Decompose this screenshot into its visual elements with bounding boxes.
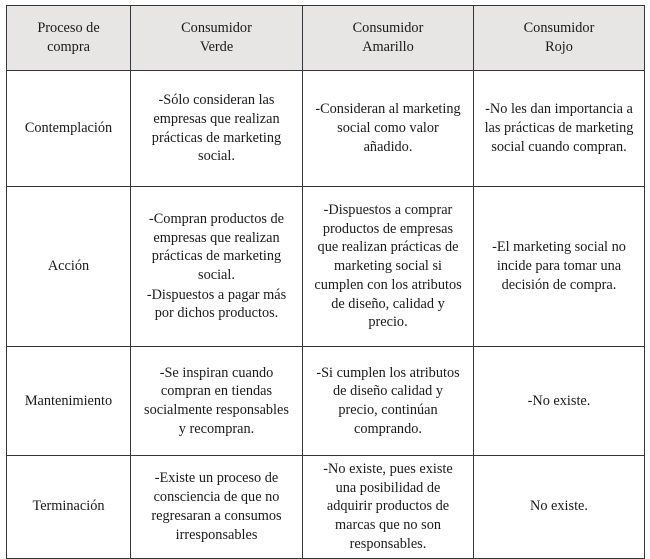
cell-paragraph: -Consideran al marketing social como valor añadido. (315, 101, 461, 155)
cell-terminacion-amarillo (303, 456, 474, 559)
cell-paragraph: -No existe, pues existe una posibilidad de adquirir productos de marcas que no son responsables. (323, 461, 453, 552)
comparison-table-container (6, 5, 644, 551)
table-row (7, 456, 645, 559)
column-header-line-1: Consumidor (181, 20, 252, 37)
table-row (7, 187, 645, 347)
column-header-line-1: Consumidor (352, 20, 424, 37)
consumer-purchase-process-table (6, 5, 645, 559)
stage-cell-accion: Acción (7, 187, 131, 347)
cell-paragraph: -Se inspiran cuando compran en tiendas socialmente responsables y recompran. (144, 364, 289, 437)
cell-paragraph: -Existe un proceso de consciencia de que no regresaran a consumos irresponsables (151, 470, 282, 543)
cell-terminacion-verde (131, 456, 303, 559)
cell-paragraph: -Compran productos de empresas que realizan prácticas de marketing social. (149, 210, 284, 284)
column-header-consumidor-rojo (474, 6, 645, 71)
column-header-consumidor-amarillo (303, 6, 474, 71)
cell-accion-amarillo (303, 187, 474, 347)
cell-paragraph: -Si cumplen los atributos de diseño calidad y precio, continúan comprando. (316, 364, 460, 437)
column-header-line-2: Rojo (545, 39, 573, 55)
cell-accion-rojo (474, 187, 645, 347)
cell-paragraph: -El marketing social no incide para tomar una decisión de compra. (492, 239, 626, 293)
column-header-proceso-de-compra (7, 6, 131, 71)
column-header-line-1: Consumidor (523, 20, 595, 37)
cell-accion-verde (131, 187, 303, 347)
cell-paragraph: -Dispuestos a pagar más por dichos productos. (146, 286, 287, 322)
cell-mantenimiento-rojo (474, 347, 645, 456)
cell-paragraph: -Dispuestos a comprar productos de empresas que realizan prácticas de marketing social si cumplen con los atributos de diseño, calidad y precio. (314, 201, 462, 331)
cell-paragraph: -No les dan importancia a las prácticas de marketing social cuando compran. (484, 101, 634, 155)
column-header-line-2: Amarillo (362, 39, 414, 55)
table-body (7, 71, 645, 559)
table-header (7, 6, 645, 71)
cell-paragraph: -Sólo consideran las empresas que realizan prácticas de marketing social. (151, 92, 282, 165)
column-header-line-1: Proceso de (37, 20, 100, 37)
cell-contemplacion-amarillo (303, 71, 474, 187)
cell-paragraph: -No existe. (527, 392, 591, 409)
stage-cell-contemplacion: Contemplación (7, 71, 131, 187)
stage-cell-mantenimiento: Mantenimiento (7, 347, 131, 456)
column-header-line-2: compra (47, 39, 90, 55)
cell-mantenimiento-amarillo (303, 347, 474, 456)
cell-terminacion-rojo (474, 456, 645, 559)
cell-contemplacion-rojo (474, 71, 645, 187)
column-header-line-2: Verde (199, 39, 234, 55)
table-row (7, 347, 645, 456)
cell-mantenimiento-verde (131, 347, 303, 456)
stage-cell-terminacion: Terminación (7, 456, 131, 559)
table-row (7, 71, 645, 187)
column-header-consumidor-verde (131, 6, 303, 71)
table-header-row (7, 6, 645, 71)
cell-paragraph: No existe. (530, 498, 588, 515)
cell-contemplacion-verde (131, 71, 303, 187)
